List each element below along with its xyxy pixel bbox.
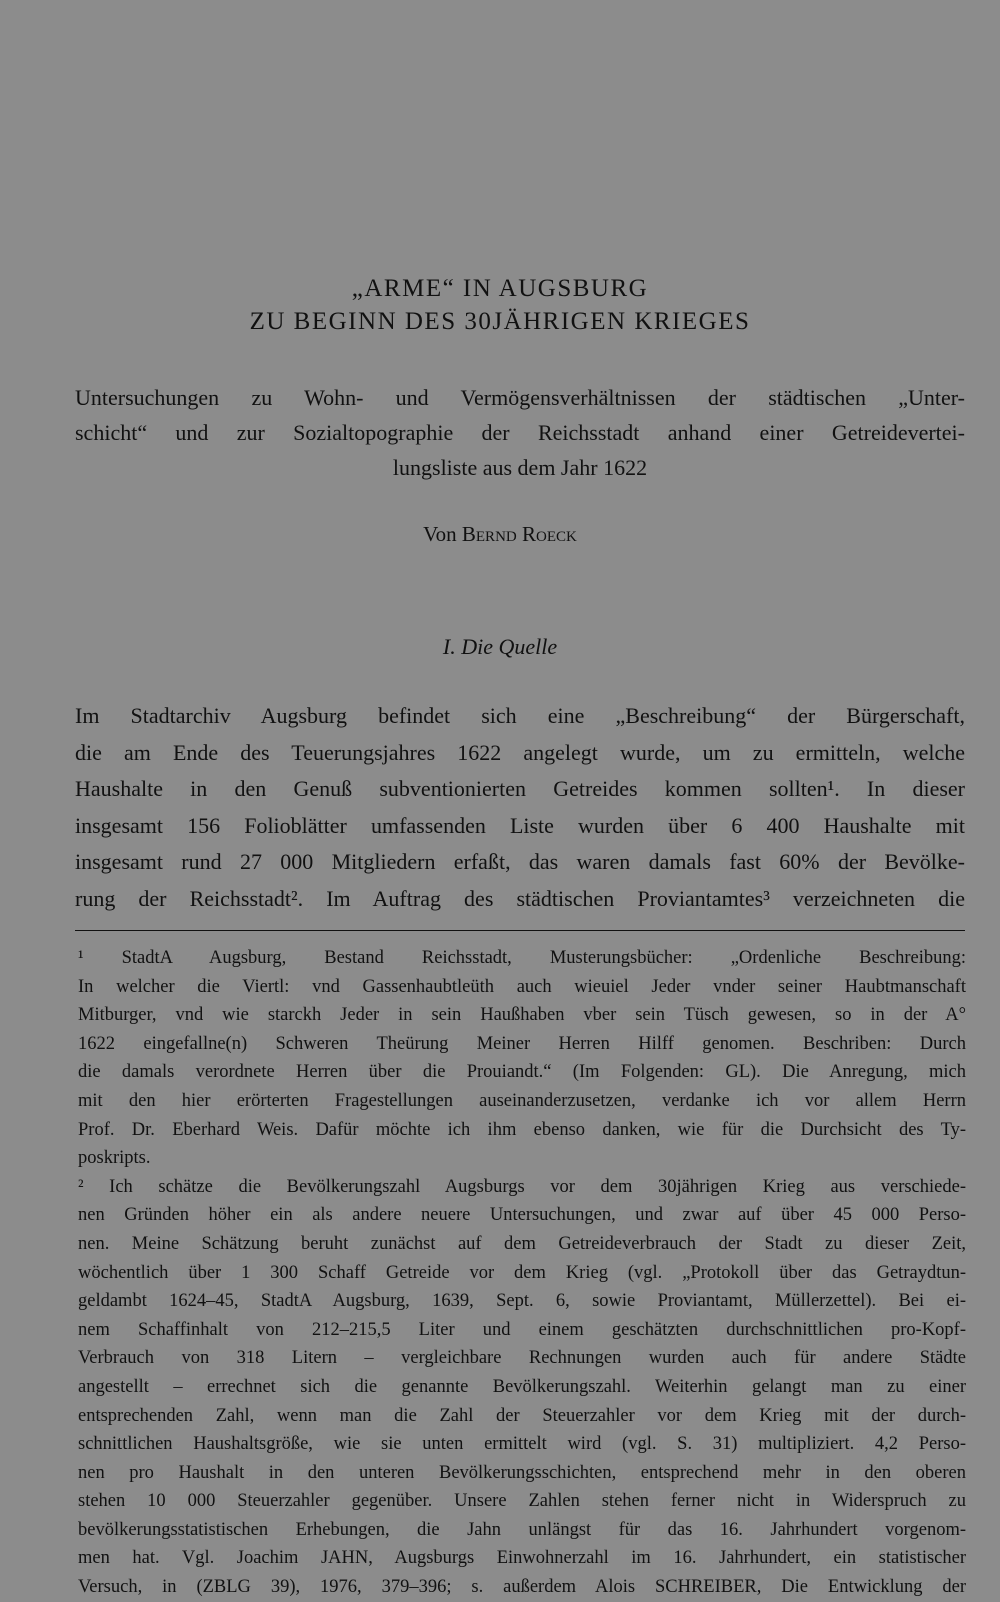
footnote-divider (75, 930, 965, 931)
footnote-line: nen Gründen höher ein als andere neuere Untersuchungen, und zwar auf über 45 000 Perso- (78, 1205, 966, 1226)
footnote-line: die damals verordnete Herren über die Prouiandt.“ (Im Folgenden: GL). Die Anregung, mich (78, 1062, 966, 1083)
footnote-line: men hat. Vgl. Joachim JAHN, Augsburgs Einwohnerzahl im 16. Jahrhundert, ein statistischer (78, 1548, 966, 1569)
footnote-line: nen. Meine Schätzung beruht zunächst auf dem Getreideverbrauch der Stadt zu dieser Zeit, (78, 1233, 966, 1254)
footnote-line: Verbrauch von 318 Litern – vergleichbare Rechnungen wurden auch für andere Städte (78, 1348, 966, 1369)
subtitle-line-3: lungsliste aus dem Jahr 1622 (392, 455, 648, 480)
subtitle-line-1: Untersuchungen zu Wohn- und Vermögensverhältnissen der städtischen „Unter- (75, 385, 965, 410)
author-name: Bernd Roeck (461, 522, 577, 546)
body-line: rung der Reichsstadt². Im Auftrag des städtischen Proviantamtes³ verzeichneten die (75, 885, 965, 911)
footnote-line: stehen 10 000 Steuerzahler gegenüber. Unsere Zahlen stehen ferner nicht in Widerspruch zu (78, 1491, 966, 1512)
footnote-line: Prof. Dr. Eberhard Weis. Dafür möchte ich ihm ebenso danken, wie für die Durchsicht des Ty- (78, 1119, 966, 1140)
section-heading: I. Die Quelle (442, 634, 558, 659)
title-line-1: „ARME“ IN AUGSBURG (351, 275, 649, 302)
footnote-line: poskripts. (78, 1148, 151, 1169)
footnote-line: In welcher die Viertl: vnd Gassenhaubtleüth auch wieuiel Jeder vnder seiner Haubtmanschaft (78, 976, 966, 997)
author-prefix: Von (423, 522, 457, 546)
footnote-line: 1622 eingefallne(n) Schweren Theürung Meiner Herren Hilff genomen. Beschriben: Durch (78, 1033, 966, 1054)
body-line: Im Stadtarchiv Augsburg befindet sich eine „Beschreibung“ der Bürgerschaft, (75, 703, 965, 728)
footnote-line: bevölkerungsstatistischen Erhebungen, die Jahn unlängst für das 16. Jahrhundert vorgenom- (78, 1519, 966, 1540)
body-line: insgesamt rund 27 000 Mitgliedern erfaßt, das waren damals fast 60% der Bevölke- (75, 849, 965, 874)
footnote-line: wöchentlich über 1 300 Schaff Getreide vor dem Krieg (vgl. „Protokoll über das Getraydtun- (78, 1262, 966, 1283)
subtitle-line-2: schicht“ und zur Sozialtopographie der Reichsstadt anhand einer Getreidevertei- (75, 420, 965, 445)
article-title (0, 272, 1000, 338)
footnote-line: geldambt 1624–45, StadtA Augsburg, 1639, Sept. 6, sowie Proviantamt, Müllerzettel). Bei ei- (78, 1291, 966, 1312)
footnote-line: ² Ich schätze die Bevölkerungszahl Augsburgs vor dem 30jährigen Krieg aus verschiede- (78, 1176, 966, 1197)
footnote-line: angestellt – errechnet sich die genannte Bevölkerungszahl. Weiterhin gelangt man zu einer (78, 1376, 966, 1397)
author-line (0, 522, 1000, 547)
title-line-2: ZU BEGINN DES 30JÄHRIGEN KRIEGES (249, 308, 751, 335)
body-line: die am Ende des Teuerungsjahres 1622 angelegt wurde, um zu ermitteln, welche (75, 739, 965, 765)
body-text (75, 698, 965, 917)
body-line: Haushalte in den Genuß subventionierten Getreides kommen sollten¹. In dieser (75, 776, 965, 801)
footnotes (78, 944, 966, 1602)
footnote-line: mit den hier erörterten Fragestellungen auseinanderzusetzen, verdanke ich vor allem Herrn (78, 1090, 966, 1111)
body-line: insgesamt 156 Folioblätter umfassenden Liste wurden über 6 400 Haushalte mit (75, 812, 965, 838)
footnote-line: Versuch, in (ZBLG 39), 1976, 379–396; s. außerdem Alois SCHREIBER, Die Entwicklung der (78, 1577, 966, 1598)
footnote-line: nem Schaffinhalt von 212–215,5 Liter und einem geschätzten durchschnittlichen pro-Kopf- (78, 1319, 966, 1340)
footnote-line: nen pro Haushalt in den unteren Bevölkerungsschichten, entsprechend mehr in den oberen (78, 1462, 966, 1483)
footnote-line: schnittlichen Haushaltsgröße, wie sie unten ermittelt wird (vgl. S. 31) multipliziert. 4,2 Perso- (78, 1434, 966, 1455)
footnote-line: entsprechenden Zahl, wenn man die Zahl der Steuerzahler vor dem Krieg mit der durch- (78, 1405, 966, 1426)
article-subtitle (75, 380, 965, 485)
footnote-line: Mitburger, vnd wie starckh Jeder in sein Haußhaben vber sein Tüsch gewesen, so in der A° (78, 1005, 966, 1026)
footnote-line: ¹ StadtA Augsburg, Bestand Reichsstadt, Musterungsbücher: „Ordenliche Beschreibung: (78, 948, 966, 968)
